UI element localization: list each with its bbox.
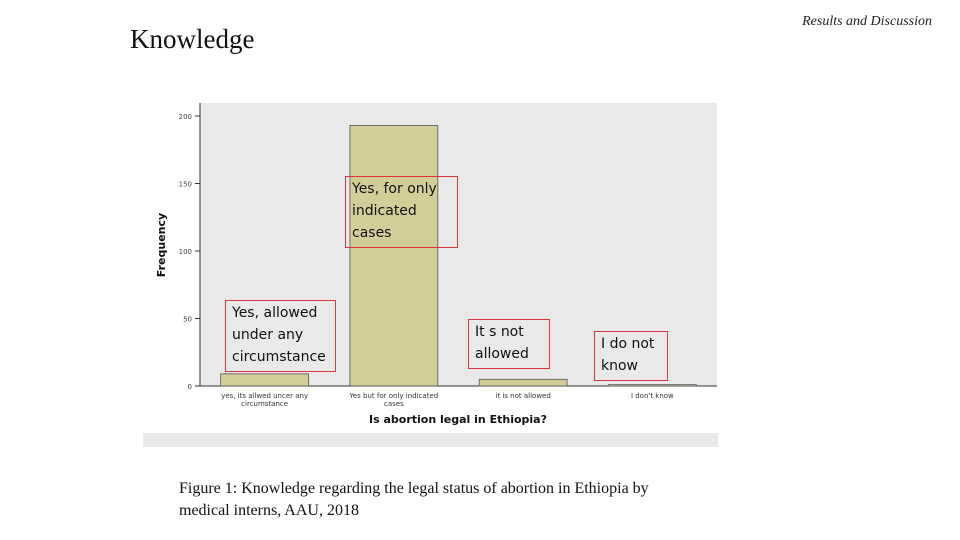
y-tick-label: 100 [178, 248, 192, 256]
figure-caption: Figure 1: Knowledge regarding the legal status of abortion in Ethiopia by medical interns, AAU, 2018 [179, 480, 649, 519]
bar-0 [221, 374, 309, 386]
x-tick-label: it is not allowed [495, 392, 551, 400]
bottom-strip [143, 433, 718, 447]
callout-not-allowed: It s not allowed [468, 319, 550, 369]
bar-3 [608, 385, 696, 386]
y-tick-label: 50 [183, 315, 192, 324]
y-tick-label: 200 [178, 113, 192, 121]
chart-svg [140, 100, 720, 450]
y-axis-title: Frequency [155, 212, 168, 278]
y-tick-label: 150 [178, 180, 192, 189]
bar-1 [350, 125, 438, 386]
x-axis-title: Is abortion legal in Ethiopia? [369, 413, 547, 426]
y-tick-label: 0 [187, 383, 192, 391]
x-tick-label: yes, its allwed uncer any circumstance [221, 392, 309, 408]
bar-2 [479, 379, 567, 386]
callout-dont-know: I do not know [594, 331, 668, 381]
x-tick-label: I don't know [630, 392, 674, 400]
section-label: Results and Discussion [802, 14, 932, 29]
page-title: Knowledge [130, 24, 255, 54]
x-tick-label: Yes but for only indicated cases [349, 392, 439, 408]
bar-chart [140, 100, 720, 450]
callout-yes-allowed: Yes, allowed under any circumstance [225, 300, 336, 372]
callout-yes-indicated: Yes, for only indicated cases [345, 176, 458, 248]
